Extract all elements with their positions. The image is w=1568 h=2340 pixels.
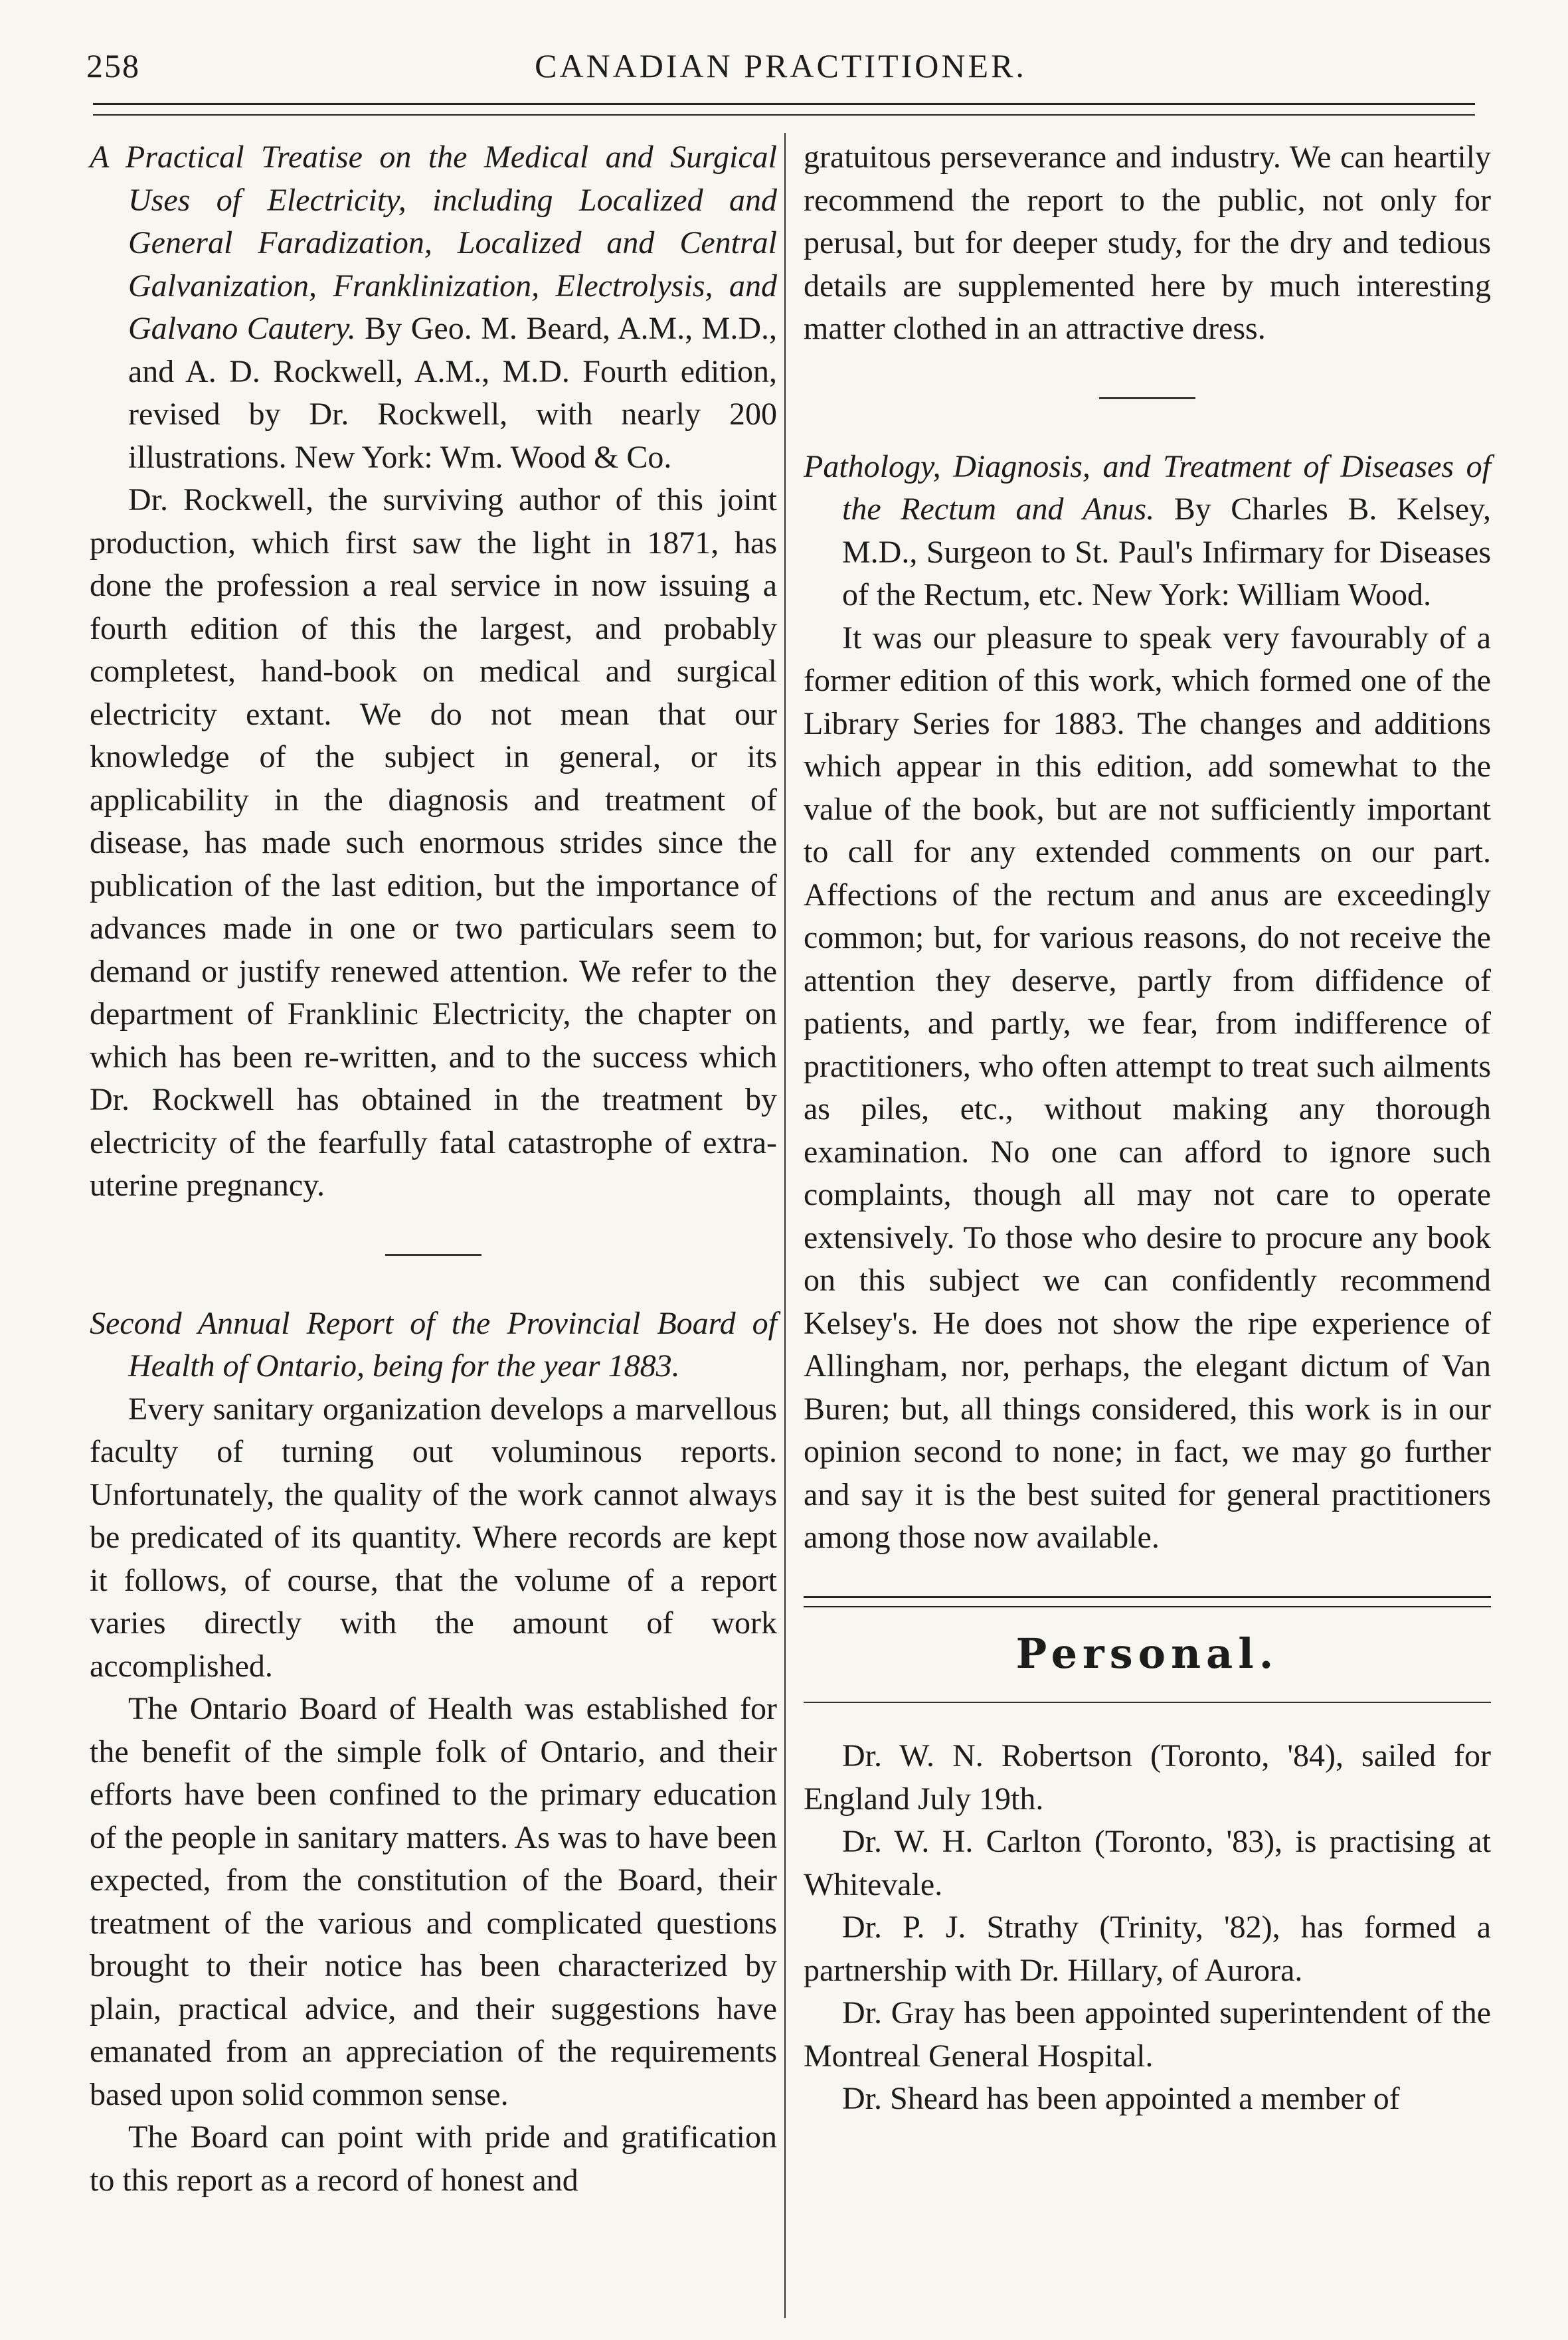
- header-rule: [93, 103, 1475, 105]
- left-column: [90, 136, 777, 2202]
- journal-title: CANADIAN PRACTITIONER.: [535, 47, 1027, 84]
- column-divider: [784, 133, 786, 2318]
- heading-rule: [804, 1702, 1491, 1703]
- section-divider: [1099, 397, 1195, 399]
- header-rule-secondary: [93, 114, 1475, 116]
- review-body-paragraph: The Board can point with pride and gratification to this report as a record of honest and: [90, 2119, 777, 2198]
- personal-item: Dr. P. J. Strathy (Trinity, '82), has formed a partnership with Dr. Hillary, of Aurora.: [804, 1910, 1491, 1988]
- page-header: [86, 46, 1475, 93]
- personal-item: Dr. Gray has been appointed superintendent of the Montreal General Hospital.: [804, 1995, 1491, 2074]
- review-body-electricity: Dr. Rockwell, the surviving author of this joint production, which first saw the light in 1871, has done the profession a real service in now issuing a fourth edition of this the largest, and probably completest, hand-book on medical and surgical electricity extant. We do not mean that our knowledge of the subject in general, or its applicability in the diagnosis and treatment of disease, has made such enormous strides since the publication of the last edition, but the importance of advances made in one or two particulars seem to demand or justify renewed attention. We refer to the department of Franklinic Electricity, the chapter on which has been re-written, and to the success which Dr. Rockwell has obtained in the treatment by electricity of the fearfully fatal catastrophe of extra-uterine pregnancy.: [90, 482, 777, 1203]
- personal-item: Dr. Sheard has been appointed a member of: [842, 2081, 1400, 2116]
- section-rule-secondary: [804, 1606, 1491, 1607]
- review-body-paragraph: The Ontario Board of Health was established for the benefit of the simple folk of Ontario, and their efforts have been confined to the primary education of the people in sanitary matters. As was to have been expected, from the constitution of the Board, their treatment of the various and complicated questions brought to their notice has been characterized by plain, practical advice, and their suggestions have emanated from an appreciation of the requirements based upon solid common sense.: [90, 1691, 777, 2112]
- personal-item: Dr. W. H. Carlton (Toronto, '83), is practising at Whitevale.: [804, 1824, 1491, 1902]
- review-citation-rectum: Pathology, Diagnosis, and Treatment of Diseases of the Rectum and Anus. By Charles B. Kelsey, M.D., Surgeon to St. Paul's Infirmary for Diseases of the Rectum, etc. New York: William Wood.: [804, 448, 1492, 612]
- section-rule: [804, 1596, 1491, 1598]
- review-body-paragraph: Every sanitary organization develops a marvellous faculty of turning out voluminous reports. Unfortunately, the quality of the work cannot always be predicated of its quantity. Where records are kept it follows, of course, that the volume of a report varies directly with the amount of work accomplished.: [90, 1391, 777, 1684]
- page-number: 258: [86, 47, 140, 84]
- section-divider: [385, 1254, 481, 1256]
- review-citation-electricity: A Practical Treatise on the Medical and Surgical Uses of Electricity, including Localized and General Faradization, Localized and Central Galvanization, Franklinization, Electrolysis, and Galvano Cautery. By Geo. M. Beard, A.M., M.D., and A. D. Rockwell, A.M., M.D. Fourth edition, revised by Dr. Rockwell, with nearly 200 illustrations. New York: Wm. Wood & Co.: [90, 139, 777, 475]
- right-column: [804, 136, 1491, 2121]
- continued-paragraph: gratuitous perseverance and industry. We can heartily recommend the report to the public, not only for perusal, but for deeper study, for the dry and tedious details are supplemented here by much interesting matter clothed in an attractive dress.: [804, 139, 1491, 346]
- review-body-rectum: It was our pleasure to speak very favourably of a former edition of this work, which formed one of the Library Series for 1883. The changes and additions which appear in this edition, add somewhat to the value of the book, but are not sufficiently important to call for any extended comments on our part. Affections of the rectum and anus are exceedingly common; but, for various reasons, do not receive the attention they deserve, partly from diffidence of patients, and partly, we fear, from indifference of practitioners, who often attempt to treat such ailments as piles, etc., without making any thorough examination. No one can afford to ignore such complaints, though all may not care to operate extensively. To those who desire to procure any book on this subject we can confidently recommend Kelsey's. He does not show the ripe experience of Allingham, nor, perhaps, the elegant dictum of Van Buren; but, all things considered, this work is in our opinion second to none; in fact, we may go further and say it is the best suited for general practitioners among those now available.: [804, 620, 1491, 1555]
- review-citation-board-of-health: Second Annual Report of the Provincial Board of Health of Ontario, being for the year 1883.: [90, 1305, 777, 1384]
- personal-item: Dr. W. N. Robertson (Toronto, '84), sailed for England July 19th.: [804, 1738, 1491, 1817]
- personal-heading: Personal.: [1015, 1629, 1279, 1678]
